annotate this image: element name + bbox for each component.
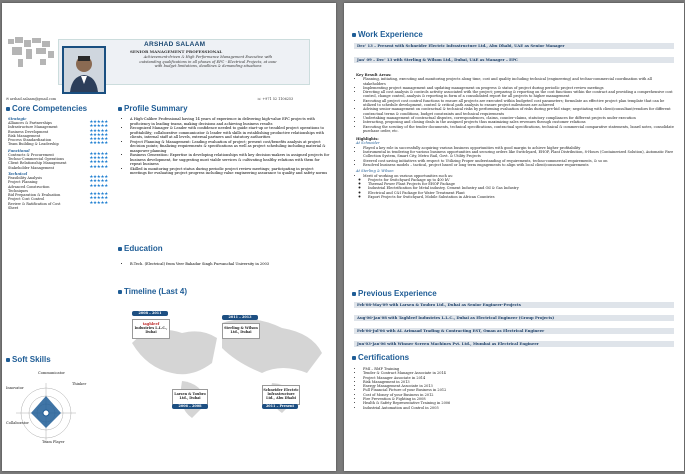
heading-text: Core Competencies <box>12 104 88 113</box>
heading-text: Education <box>124 244 163 253</box>
star-rating-icon: ★★★★★ <box>89 179 108 185</box>
competency-label: Contracts & Procurement <box>8 152 54 157</box>
competency-label: Alliances & Partnerships <box>8 121 52 125</box>
email-contact[interactable] <box>6 97 56 101</box>
certification-item: • Project Manager Associate in 2014 <box>363 376 674 380</box>
competency-label: Review & Ratification of Cost Sheet <box>8 201 61 211</box>
summary-line: with budget limitations, deadlines & demanding situations <box>154 64 262 69</box>
star-rating-icon: ★★★★★ <box>89 164 108 170</box>
competency-label: Business Development <box>8 129 49 134</box>
header-summary <box>110 55 306 69</box>
previous-experience-heading <box>352 289 437 298</box>
section-icon <box>352 356 356 360</box>
certification-item: • Risk Management in 2013 <box>363 380 674 384</box>
kra-title: Key Result Areas: <box>356 73 392 77</box>
competency-group-title: Technical <box>8 171 28 176</box>
competency-label: Team Building & Leadership <box>8 142 59 147</box>
star-rating-icon: ★★★★★ <box>89 124 108 130</box>
competency-row <box>8 166 108 170</box>
profile-summary-heading <box>118 104 188 113</box>
resume-page-2 <box>344 3 684 471</box>
kra-bullet: • Undertaking management of contractual disputes, correspondences, claims, counter-claims, statutory compliances for different projects under execution <box>363 116 674 120</box>
work-experience-heading <box>352 30 423 39</box>
competency-label: Project Planning <box>8 180 38 185</box>
profile-bullet: • Project Planning & Management: Leading evaluation of project; present cost/benefits analysis at project decision points; finalizing requirements & specifications as well as project scheduling including material & manpower planning <box>130 140 330 154</box>
star-rating-icon: ★★★★★ <box>89 160 108 166</box>
certification-item: • Tender & Contract Manager Associate in 2014 <box>363 371 674 375</box>
section-icon <box>118 247 122 251</box>
section-icon <box>118 107 122 111</box>
section-icon <box>6 107 10 111</box>
highlights-schneider: At Schneider <box>356 141 380 146</box>
candidate-name: ARSHAD SALAAM <box>144 41 206 48</box>
certifications-list <box>356 367 674 410</box>
star-rating-icon: ★★★★★ <box>89 132 108 138</box>
section-icon <box>352 33 356 37</box>
certifications-heading <box>352 353 409 362</box>
soft-skills-heading <box>6 355 51 364</box>
schneider-highlight: • Instrumental in tendering for various business opportunities and securing orders like Switchyard, EHOP, Plant Distribution, 8-Hours (Containerized Solution), Automatic Fare Collection System, Smart City, Metro Rail, Govt. & Utility Projects <box>363 150 674 159</box>
competency-group-title: Strategic <box>8 117 27 121</box>
job-bar: Jan' 09 – Dec' 13 with Sterling & Wilson Ltd., Dubai, UAE as Manager – EPC <box>354 57 674 63</box>
previous-job-bar: Aug'06-Jan'08 with Taghleef Industries L.L.C., Dubai as Electrical Engineer (Group Projects) <box>354 315 674 321</box>
kra-bullet: • Advising senior management on contractual & technical risks by performing evaluation of risks during pre-bid stage; negotiating with client/consultant/vendors for different contractual terms & conditions, budget constraints and technical requirements <box>363 107 674 116</box>
competency-label: Advanced Construction Techniques <box>8 184 50 193</box>
competency-label: Infrastructure Management <box>8 125 58 130</box>
soft-skills-radar <box>6 368 112 471</box>
previous-job-bar: Feb'06-Jul'06 with AL Arimaad Trading & Contracting EST, Oman as Electrical Engineer <box>354 328 674 334</box>
sterling-subitem: ◦ Export Projects for Switchyard, Mobile Substation in African Countries <box>368 195 674 199</box>
candidate-role: SENIOR MANAGEMENT PROFESSIONAL <box>130 49 223 54</box>
education-list <box>124 262 330 267</box>
profile-bullet: • Skilled in monitoring project status during periodic project review meetings; participating in project meetings for evaluating project progress including value engineering assurance to quality and safety norms <box>130 167 330 176</box>
certification-item: • Full Financial Picture of your Business in 2012 <box>363 388 674 392</box>
education-heading <box>118 244 163 253</box>
competency-label: Stakeholder Management <box>8 165 55 170</box>
world-map-graphic <box>6 33 58 73</box>
star-rating-icon: ★★★★★ <box>89 183 108 189</box>
kra-bullet: • Directing all cost analysis & controls activity associated with the project; preparing & reporting on the cost functions within the contract and providing a comprehensive cost control, change control, analysis & reporting in form of a consolidated report for all projects to higher management <box>363 90 674 99</box>
radar-chart-icon <box>6 368 112 471</box>
timeline-company: Larsen & Toubro Ltd., Dubai <box>172 389 208 405</box>
certification-item: • Cost of Money of your Business in 2012 <box>363 393 674 397</box>
competency-label: Risk Management <box>8 133 41 138</box>
highlights-sterling: At Sterling & Wilson <box>356 169 394 174</box>
heading-text: Soft Skills <box>12 355 51 364</box>
resume-page-1 <box>2 3 336 471</box>
star-rating-icon: ★★★★★ <box>89 151 108 157</box>
star-rating-icon: ★★★★★ <box>89 192 108 198</box>
competency-label: Process Standardization <box>8 138 52 143</box>
phone-text: +971 52 1106253 <box>262 97 294 101</box>
kra-bullet: • Executing all project cost control functions to ensure all projects are executed within budgeted cost parameters; formulate an effective project plan template that can be utilized to schedule development, control & critical path analysis to ensure project milestones are achieved <box>363 99 674 108</box>
timeline-period: 2008 – 2011 <box>132 311 168 316</box>
kra-bullet: • Implementing project management and updating management on progress & status of project during periodic project review meetings <box>363 86 674 90</box>
competency-label: Client Relationship Management <box>8 161 67 166</box>
soft-skill-label: Team Player <box>42 440 65 444</box>
certification-item: • Health & Safety Representative Training in 2006 <box>363 401 674 405</box>
star-rating-icon: ★★★★★ <box>89 120 108 125</box>
star-rating-icon: ★★★★★ <box>89 137 108 143</box>
soft-skill-label: Thinker <box>72 382 87 386</box>
timeline-period: 2006 – 2008 <box>172 404 208 409</box>
previous-job-bar: Feb'08-May'09 with Larsen & Toubro Ltd., Dubai as Senior Engineer-Projects <box>354 302 674 308</box>
phone-contact <box>257 97 293 101</box>
star-rating-icon: ★★★★★ <box>89 156 108 162</box>
competency-row <box>8 142 108 146</box>
star-rating-icon: ★★★★★ <box>89 128 108 134</box>
certification-item: • Fire Prevention & Fighting in 2008 <box>363 397 674 401</box>
star-rating-icon: ★★★★★ <box>89 196 108 202</box>
timeline-heading <box>118 287 187 296</box>
competency-label: Techno-Commercial Operations <box>8 157 65 162</box>
competency-label: Project Cost Control <box>8 197 45 202</box>
heading-text: Timeline (Last 4) <box>124 287 187 296</box>
certification-item: • PMI – RMP Training <box>363 367 674 371</box>
timeline-company: Sterling & Wilson Ltd., Dubai <box>222 323 260 339</box>
email-icon: ✉ <box>6 97 10 101</box>
sterling-subitem: ◦ Thermal Power Plant Projects for EHOP Package <box>368 182 674 186</box>
sterling-highlight: • Merit of working on various opportunities such as: <box>363 174 674 178</box>
heading-text: Previous Experience <box>358 289 437 298</box>
kra-bullet: • Executing the scrutiny of the tender documents, technical specifications, contractual specifications, technical & commercial comparative statements, board notes, consolidate purchase order, etc. <box>363 125 674 134</box>
core-competencies-heading <box>6 104 87 113</box>
sterling-subitem: ◦ Electrical and C&I Package for Water Treatment Plant <box>368 191 674 195</box>
timeline-period: 2011 – 2013 <box>222 315 258 320</box>
soft-skill-label: Communicator <box>38 371 65 375</box>
profile-bullet: • Recognized Manager & Leader with confidence needed to guide start-up or troubled project operations to profitability; collaborative communicator & leader with skills in establishing productive relationships with clients, internal staff at all levels, external partners and statutory authorities <box>130 126 330 140</box>
competency-list <box>8 115 108 210</box>
timeline-period: 2011 – Present <box>262 404 298 409</box>
schneider-highlight: • Played a key role in successfully acquiring various business opportunities with good margin to achieve higher profitability <box>363 146 674 150</box>
summary-line: Achievement-driven & High Performance Management Executive with <box>143 55 273 59</box>
sterling-subitem: ◦ Projects for Switchyard Package up to 400 kV <box>368 178 674 182</box>
competency-label: Feasibility Analysis <box>8 175 43 180</box>
heading-text: Certifications <box>358 353 410 362</box>
star-rating-icon: ★★★★★ <box>89 200 108 206</box>
competency-group-title: Functional <box>8 148 30 153</box>
section-icon <box>118 290 122 294</box>
schneider-highlight: • Steered cost saving initiatives with respect to Utilizing Proper understanding of requirements, techno-commercial requirements, & so on <box>363 159 674 163</box>
kra-bullet: • Planning, initiating, executing and monitoring projects along time, cost and quality including technical (engineering) and techno-commercial coordination with all stakeholders <box>363 77 674 86</box>
timeline-company-text: Industries L.L.C., Dubai <box>134 326 168 334</box>
job-bar: Dec' 13 – Present with Schneider Electric Infrastructure Ltd., Abu Dhabi, UAE as Senior Manager <box>354 43 674 49</box>
star-rating-icon: ★★★★★ <box>89 174 108 180</box>
timeline-company: Schneider Electric Infrastructure Ltd., Abu Dhabi <box>262 385 300 405</box>
key-result-areas <box>356 71 674 199</box>
certification-item: • Industrial Automation and Control in 2005 <box>363 406 674 410</box>
heading-text: Work Experience <box>358 30 423 39</box>
soft-skill-label: Innovator <box>6 386 24 390</box>
section-icon <box>352 292 356 296</box>
previous-job-bar: Jun'03-Jan'06 with Winner Screen Machines Pvt. Ltd., Mumbai as Electrical Engineer <box>354 341 674 347</box>
profile-bullet: • Business Generation: Expertise in developing relationships with key decision-makers in assigned projects for business development, for suggesting most viable services & cultivating healthy relations with them for repeat business <box>130 153 330 167</box>
schneider-highlight: • Resolved business models – tactical, project based or long term engagements to align with local client/consumer requirements <box>363 163 674 167</box>
section-icon <box>6 358 10 362</box>
timeline-graphic <box>122 303 328 421</box>
certification-item: • Energy Management Associate in 2013 <box>363 384 674 388</box>
kra-bullet: • Interacting, proposing and closing deals in the assigned projects thus maximizing sales revenues through customer relations <box>363 120 674 124</box>
timeline-company <box>132 319 170 339</box>
education-item: • B.Tech. (Electrical) from Veer Bahadur Singh Purvanchal University in 2003 <box>130 262 330 267</box>
profile-summary-list <box>124 117 330 176</box>
email-text: arshad.salaam@gmail.com <box>9 97 57 101</box>
sterling-subitem: ◦ Industrial Electrification for Metal industry, Cement Industry and Oil & Gas Industry <box>368 186 674 190</box>
star-rating-icon: ★★★★★ <box>89 141 108 147</box>
phone-icon: ☏ <box>257 97 263 101</box>
highlights-title: Highlights: <box>356 137 379 142</box>
competency-label: Bid Preparation & Evaluation <box>8 193 61 198</box>
summary-line: outstanding qualifications in all phases of EPC - Electrical Projects, at ease <box>139 59 277 64</box>
soft-skill-label: Collaborator <box>6 421 30 425</box>
heading-text: Profile Summary <box>124 104 188 113</box>
profile-photo <box>62 46 106 94</box>
competency-row <box>8 202 108 211</box>
profile-bullet: • A High-Calibre Professional having 14 years of experience in delivering high-value EPC projects with proficiency in leading teams, making decisions and achieving business results <box>130 117 330 126</box>
company-logo-text: taghleef <box>142 322 160 326</box>
